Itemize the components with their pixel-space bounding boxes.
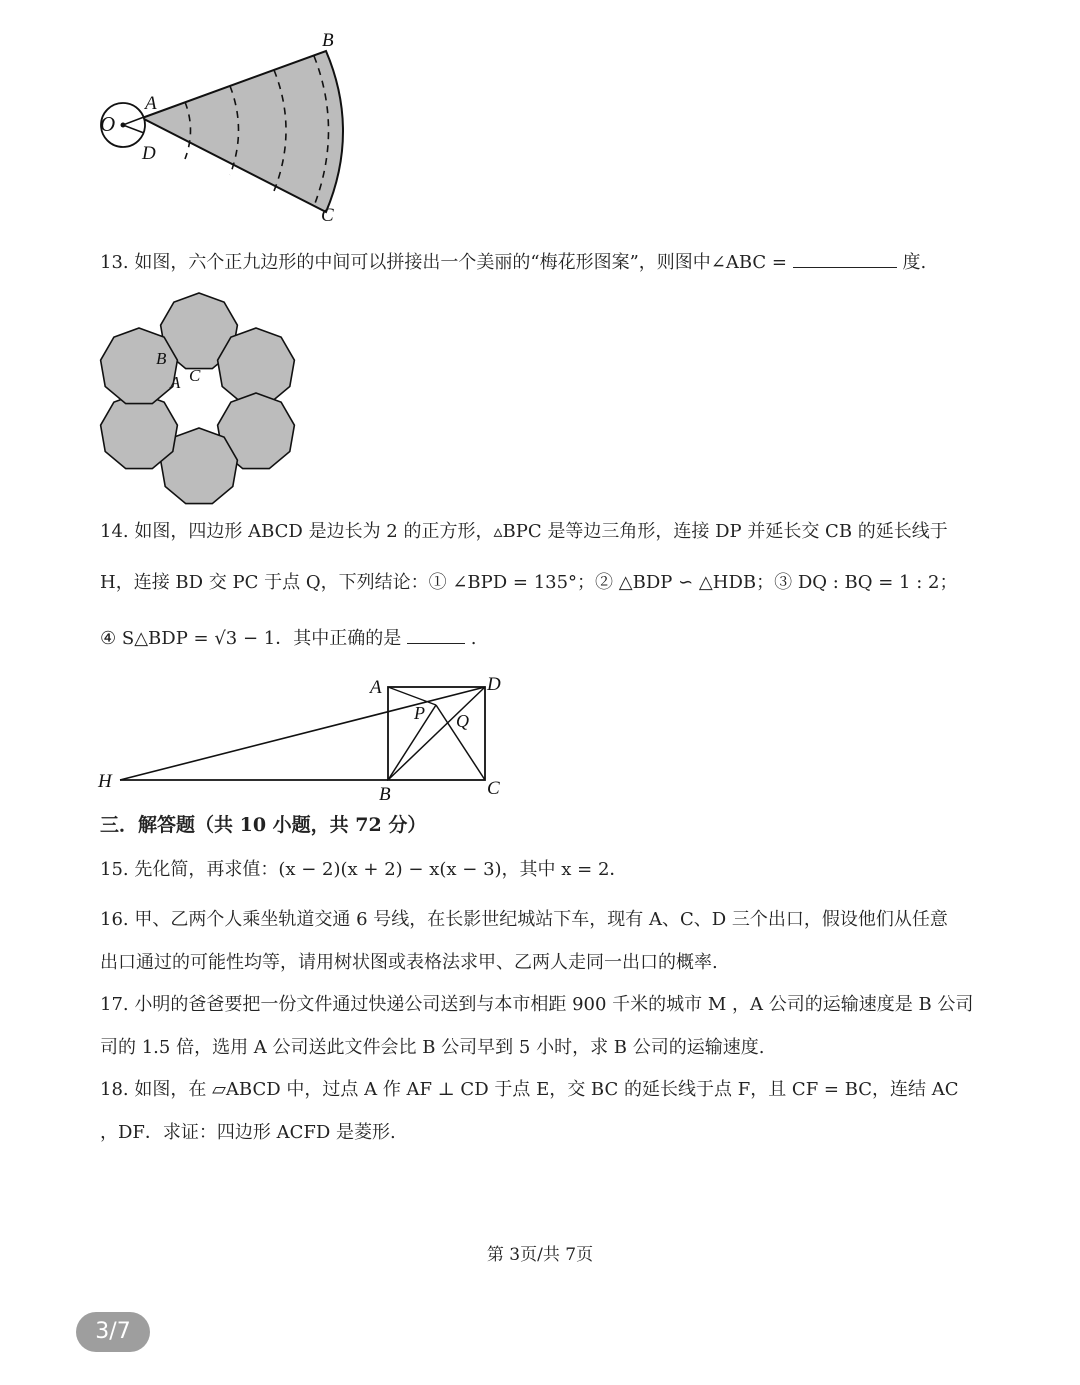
- section-3-heading: 三．解答题（共 10 小题，共 72 分）: [100, 814, 427, 836]
- fan-label-a: A: [145, 93, 157, 114]
- q14-line2: H，连接 BD 交 PC 于点 Q，下列结论：① ∠BPD = 135°；② △BDP ∽ △HDB；③ DQ : BQ = 1 : 2；: [100, 572, 958, 593]
- segment-bp: [388, 705, 436, 780]
- fan-label-d: D: [142, 143, 156, 164]
- figure-nonagons: [95, 285, 305, 510]
- q13-number: 13.: [100, 252, 129, 273]
- q13-answer-blank[interactable]: [793, 265, 897, 268]
- fan-center-dot: [121, 123, 126, 128]
- square-label-p: P: [414, 703, 425, 723]
- page-indicator[interactable]: 3/7: [76, 1312, 150, 1352]
- square-label-h: H: [98, 771, 112, 792]
- fan-label-c: C: [321, 205, 334, 226]
- q14-answer-blank[interactable]: [407, 641, 465, 644]
- fan-label-o: O: [100, 112, 116, 136]
- nonagon-label-b: B: [156, 349, 167, 368]
- square-label-b: B: [379, 784, 391, 805]
- q15-text: 15. 先化简，再求值：(x − 2)(x + 2) − x(x − 3)，其中 x = 2．: [100, 859, 628, 880]
- fan-label-b: B: [322, 30, 334, 51]
- nonagon-label-c: C: [189, 366, 201, 385]
- q14-line3-before: ④ S△BDP = √3 − 1．其中正确的是: [100, 628, 402, 649]
- q16-line1: 16. 甲、乙两个人乘坐轨道交通 6 号线，在长影世纪城站下车，现有 A、C、D 三个出口，假设他们从任意: [100, 909, 948, 930]
- q18-line1: 18. 如图，在 ▱ABCD 中，过点 A 作 AF ⊥ CD 于点 E，交 BC 的延长线于点 F，且 CF = BC，连结 AC: [100, 1079, 959, 1100]
- segment-hd: [120, 687, 485, 780]
- segment-bd: [388, 687, 485, 780]
- square-label-a: A: [370, 677, 382, 698]
- q17-line1: 17. 小明的爸爸要把一份文件通过快递公司送到与本市相距 900 千米的城市 M ，A 公司的运输速度是 B 公司: [100, 994, 974, 1015]
- q14-line3: [100, 627, 476, 651]
- q16-line2: 出口通过的可能性均等，请用树状图或表格法求甲、乙两人走同一出口的概率.: [100, 952, 718, 973]
- q14-number: 14.: [100, 521, 129, 542]
- figure-square: [90, 665, 520, 805]
- q13-text-after: 度.: [902, 252, 927, 273]
- fan-sector: [142, 51, 343, 212]
- square-label-q: Q: [456, 711, 469, 731]
- q13-text-before: 如图，六个正九边形的中间可以拼接出一个美丽的“梅花形图案”，则图中∠ABC =: [134, 252, 787, 273]
- segment-ap: [388, 687, 436, 705]
- square-label-d: D: [487, 674, 501, 695]
- nonagon-label-a: A: [170, 373, 181, 392]
- page-footer: 第 3页/共 7页: [486, 1245, 594, 1265]
- q14-line1: [100, 520, 948, 544]
- q17-line2: 司的 1.5 倍，选用 A 公司送此文件会比 B 公司早到 5 小时，求 B 公司的运输速度.: [100, 1037, 765, 1058]
- q14-line3-after: .: [470, 628, 477, 649]
- figure-fan: [90, 25, 370, 230]
- q18-line2: ，DF．求证：四边形 ACFD 是菱形.: [100, 1122, 396, 1143]
- square-label-c: C: [487, 778, 500, 799]
- q14-line1-text: 如图，四边形 ABCD 是边长为 2 的正方形，▵BPC 是等边三角形，连接 DP 并延长交 CB 的延长线于: [134, 521, 948, 542]
- q13-text: [100, 251, 926, 275]
